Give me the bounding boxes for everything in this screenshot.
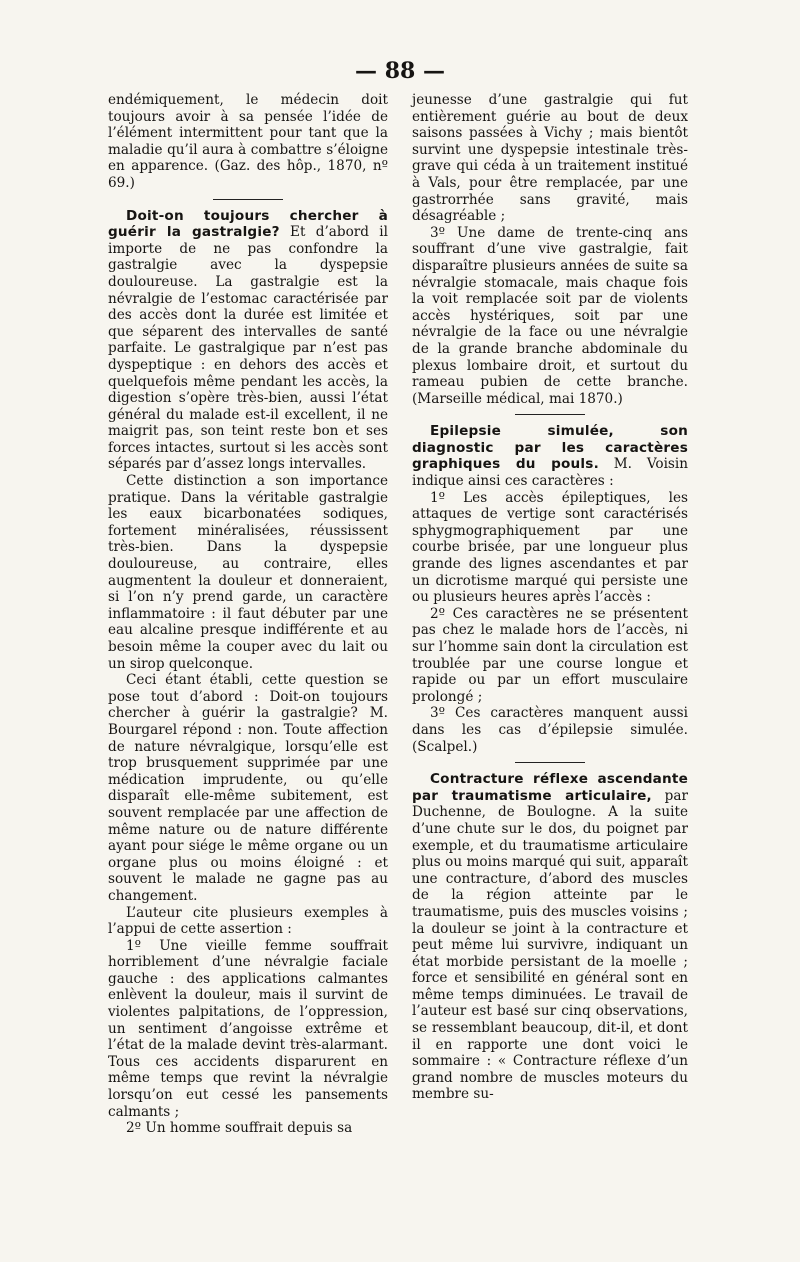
paragraph: Cette distinction a son importance pratique. Dans la véritable gastralgie les eaux bicarbonatées sodiques, fortement minéralisées, réussissent très-bien. Dans la dyspepsie douloureuse, au contraire, elles augmentent la douleur et donneraient, si l’on n’y prend garde, un caractère inflammatoire : il faut débuter par une eau alcaline presque indifférente et au besoin même la couper avec du lait ou un sirop quelconque. [108, 473, 388, 672]
section-heading-contracture: Contracture réflexe ascendante par traumatisme articulaire, [412, 771, 688, 804]
page-number: — 88 — [355, 58, 445, 84]
paragraph: 3º Une dame de trente-cinq ans souffrant d’une vive gastralgie, fait disparaître plusieurs années de suite sa névralgie stomacale, mais chaque fois la voit remplacée soit par de violents accès hystériques, soit par une névralgie de la face ou une névralgie de la grande branche abdominale du plexus lombaire droit, et surtout du rameau pubien de cette branche. (Marseille médical, mai 1870.) [412, 224, 688, 407]
section-divider [515, 414, 585, 415]
section-divider [515, 762, 585, 763]
paragraph: 1º Une vieille femme souffrait horriblement d’une névralgie faciale gauche : des applications calmantes enlèvent la douleur, mais il survint de violentes palpitations, de l’oppression, un sentiment d’angoisse extrême et l’état de la malade devint très-alarmant. Tous ces accidents disparurent en même temps que revint la névralgie lorsqu’on eut cessé les pansements calmants ; [108, 937, 388, 1120]
paragraph-epilepsie [412, 423, 688, 489]
paragraph-text: M. Voisin indique ainsi ces caractères : [412, 456, 688, 490]
paragraph-text: Et d’abord il importe de ne pas confondre la gastralgie avec la dyspepsie douloureuse. La gastralgie est la névralgie de l’estomac caractérisée par des accès dont la durée est limitée et que séparent des intervalles de santé parfaite. Le gastralgique par n’est pas dyspeptique : en dehors des accès et quelquefois même pendant les accès, la digestion s’opère très-bien, aussi l’état général du malade est-il excellent, il ne maigrit pas, son teint reste bon et ses forces intactes, surtout si les accès sont séparés par d’assez longs intervalles. [108, 224, 389, 473]
paragraph: 1º Les accès épileptiques, les attaques de vertige sont caractérisés sphygmographiquement par une courbe brisée, par une longueur plus grande des lignes ascendantes et par un dicrotisme marqué qui persiste une ou plusieurs heures après l’accès : [412, 489, 688, 606]
paragraph: 2º Un homme souffrait depuis sa [126, 1120, 353, 1137]
paragraph-continuation: jeunesse d’une gastralgie qui fut entièrement guérie au bout de deux saisons passées à Vichy ; mais bientôt survint une dyspepsie intestinale très-grave qui céda à un traitement institué à Vals, pour être remplacée, par une gastrorrhée sans gravité, mais désagréable ; [412, 92, 688, 225]
paragraph: 2º Ces caractères ne se présentent pas chez le malade hors de l’accès, ni sur l’homme sain dont la circulation est troublée par une course longue et rapide ou par un effort musculaire prolongé ; [412, 605, 688, 705]
paragraph-gastralgie [108, 208, 388, 474]
paragraph: L’auteur cite plusieurs exemples à l’appui de cette assertion : [108, 904, 388, 938]
left-column [108, 92, 388, 1137]
paragraph-text: par Duchenne, de Boulogne. A la suite d’une chute sur le dos, du poignet par exemple, et du traumatisme articulaire plus ou moins marqué qui suit, apparaît une contracture, d’abord des muscles de la région atteinte par le traumatisme, puis des muscles voisins ; la douleur se joint à la contracture et peut même lui survivre, indiquant un état morbide persistant de la moelle ; force et sensibilité en général sont en même temps diminuées. Le travail de l’auteur est basé sur cinq observations, se ressemblant beaucoup, dit-il, et dont il en rapporte une dont voici le sommaire : « Contracture réflexe d’un grand nombre de muscles moteurs du membre su- [412, 787, 688, 1103]
paragraph: 3º Ces caractères manquent aussi dans les cas d’épilepsie simulée. (Scalpel.) [412, 705, 688, 755]
paragraph: Ceci étant établi, cette question se pose tout d’abord : Doit-on toujours chercher à guérir la gastralgie? M. Bourgarel répond : non. Toute affection de nature névralgique, lorsqu’elle est trop brusquement supprimée par une médication imprudente, ou qu’elle disparaît elle-même subitement, est souvent remplacée par une affection de même nature ou de nature différente ayant pour siége le même organe ou un organe plus ou moins éloigné : et souvent le malade ne gagne pas au changement. [108, 672, 388, 904]
paragraph-continuation: endémiquement, le médecin doit toujours avoir à sa pensée l’idée de l’élément intermittent pour tant que la maladie qu’il aura à combattre s’éloigne en apparence. (Gaz. des hôp., 1870, nº 69.) [108, 92, 388, 191]
section-heading-gastralgie: Doit-on toujours chercher à guérir la gastralgie? [108, 207, 388, 241]
section-divider [213, 199, 283, 200]
right-column [412, 92, 688, 1103]
section-heading-epilepsie: Epilepsie simulée, son diagnostic par les caractères graphiques du pouls. [412, 423, 688, 473]
paragraph-contracture [412, 771, 688, 1103]
